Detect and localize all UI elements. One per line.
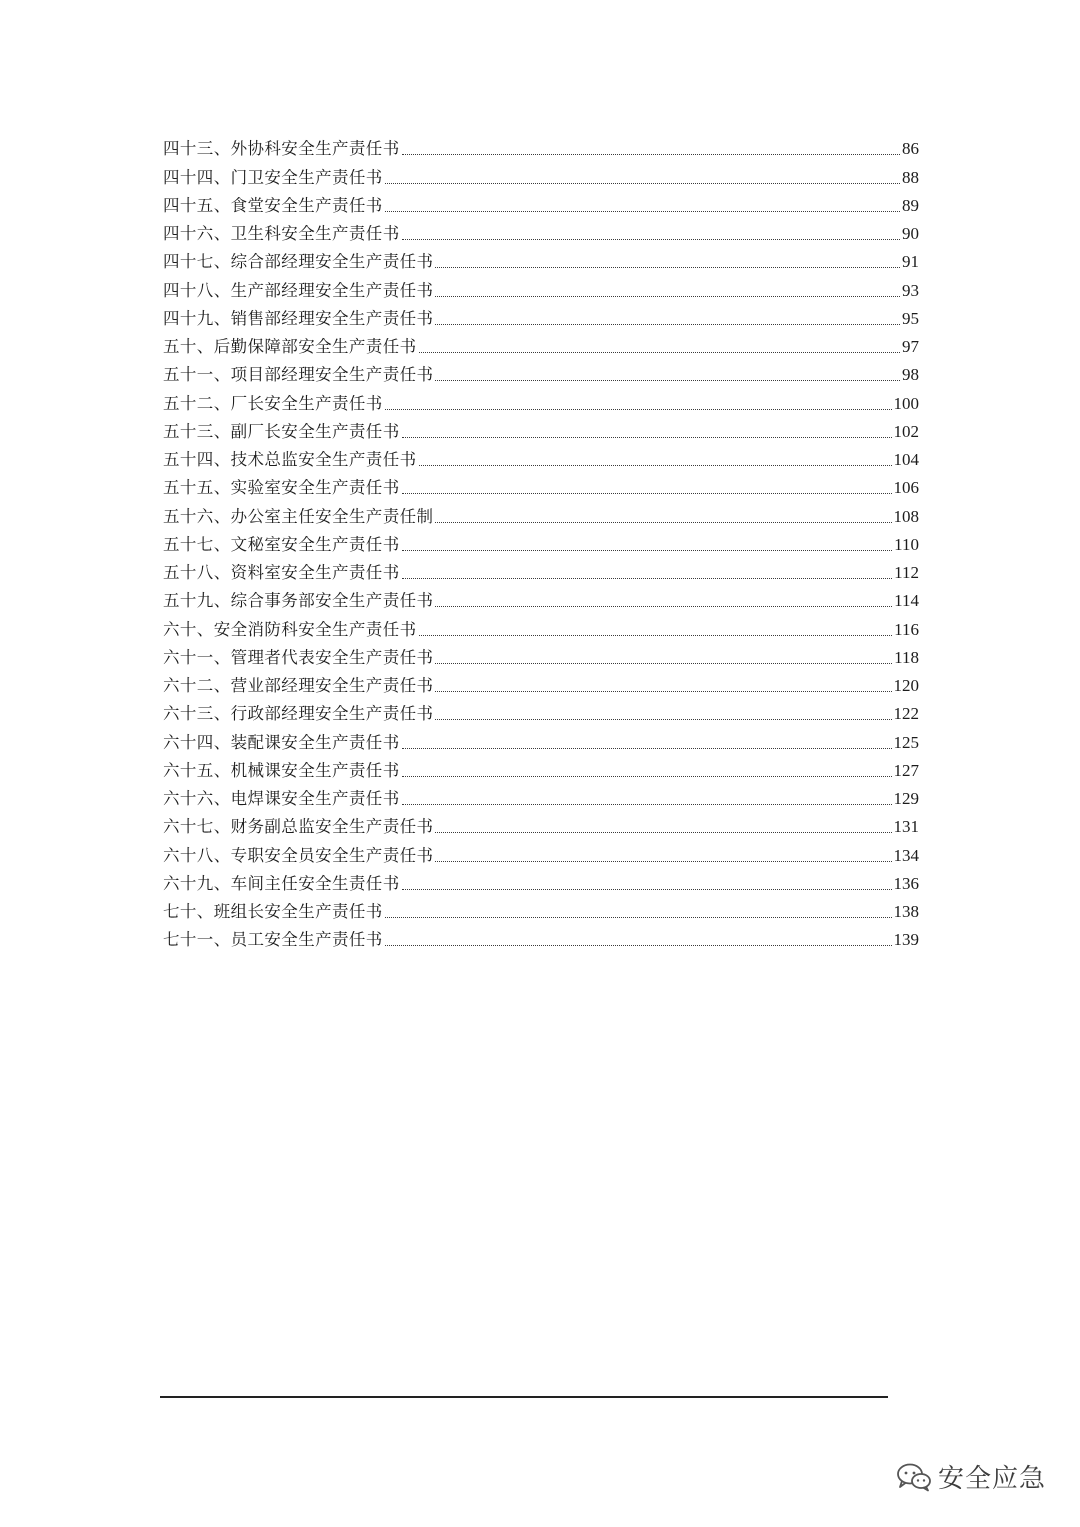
dot-leader — [419, 352, 901, 353]
toc-entry-page-number: 91 — [902, 252, 919, 272]
dot-leader — [435, 324, 900, 325]
dot-leader — [402, 776, 892, 777]
toc-entry-page-number: 93 — [902, 280, 919, 300]
toc-entry — [163, 498, 919, 526]
toc-entry-page-number: 125 — [893, 732, 919, 752]
dot-leader — [402, 578, 893, 579]
toc-entry — [163, 753, 919, 781]
toc-entry-title: 五十二、厂长安全生产责任书 — [163, 393, 383, 413]
footer-divider — [160, 1396, 888, 1398]
dot-leader — [402, 154, 900, 155]
toc-entry-title: 四十六、卫生科安全生产责任书 — [163, 224, 400, 243]
toc-entry — [163, 922, 919, 950]
watermark-text: 安全应急 — [938, 1464, 1047, 1494]
dot-leader — [435, 861, 891, 862]
toc-entry-page-number: 112 — [894, 563, 919, 582]
toc-entry-page-number: 97 — [902, 337, 919, 356]
toc-entry-title: 六十、安全消防科安全生产责任书 — [163, 619, 417, 639]
toc-entry — [163, 188, 919, 216]
toc-entry-title: 五十九、综合事务部安全生产责任书 — [163, 591, 434, 611]
toc-entry-title: 六十二、营业部经理安全生产责任书 — [163, 676, 434, 695]
toc-entry-title: 六十八、专职安全员安全生产责任书 — [163, 845, 434, 865]
toc-entry — [163, 357, 919, 385]
toc-entry-title: 四十八、生产部经理安全生产责任书 — [163, 280, 434, 300]
toc-entry-title: 六十四、装配课安全生产责任书 — [163, 732, 400, 752]
toc-entry-page-number: 104 — [893, 450, 919, 469]
toc-entry-page-number: 134 — [893, 845, 919, 865]
dot-leader — [435, 522, 891, 523]
toc-entry-title: 六十七、财务副总监安全生产责任书 — [163, 817, 434, 837]
toc-entry-page-number: 120 — [893, 676, 919, 695]
toc-entry-title: 七十、班组长安全生产责任书 — [163, 902, 383, 921]
toc-entry-page-number: 129 — [893, 789, 919, 808]
dot-leader — [385, 945, 892, 946]
toc-entry-page-number: 122 — [893, 704, 919, 724]
dot-leader — [435, 267, 900, 268]
toc-entry-title: 四十四、门卫安全生产责任书 — [163, 167, 383, 187]
toc-entry — [163, 216, 919, 244]
toc-entry-title: 五十七、文秘室安全生产责任书 — [163, 534, 400, 554]
toc-entry-page-number: 90 — [902, 224, 919, 243]
toc-entry-title: 五十一、项目部经理安全生产责任书 — [163, 365, 434, 385]
dot-leader — [402, 804, 892, 805]
toc-entry-title: 五十四、技术总监安全生产责任书 — [163, 450, 417, 469]
toc-entry-page-number: 131 — [893, 817, 919, 837]
toc-entry-title: 七十一、员工安全生产责任书 — [163, 930, 383, 950]
dot-leader — [419, 635, 893, 636]
toc-entry — [163, 414, 919, 442]
toc-entry — [163, 131, 919, 159]
toc-entry — [163, 329, 919, 357]
toc-entry-page-number: 102 — [893, 421, 919, 441]
toc-entry — [163, 244, 919, 272]
toc-entry — [163, 159, 919, 187]
toc-entry-page-number: 138 — [893, 902, 919, 921]
dot-leader — [435, 380, 900, 381]
toc-entry-title: 六十六、电焊课安全生产责任书 — [163, 789, 400, 808]
toc-entry-title: 六十一、管理者代表安全生产责任书 — [163, 647, 434, 667]
toc-entry-page-number: 110 — [894, 534, 919, 554]
toc-entry — [163, 583, 919, 611]
dot-leader — [385, 183, 900, 184]
dot-leader — [435, 691, 891, 692]
toc-entry-page-number: 86 — [902, 139, 919, 159]
toc-entry — [163, 442, 919, 470]
dot-leader — [435, 719, 891, 720]
toc-entry-title: 四十三、外协科安全生产责任书 — [163, 139, 400, 159]
toc-entry — [163, 301, 919, 329]
toc-entry-page-number: 98 — [902, 365, 919, 385]
dot-leader — [385, 917, 892, 918]
dot-leader — [385, 211, 900, 212]
toc-entry-page-number: 139 — [893, 930, 919, 950]
toc-entry-page-number: 106 — [893, 478, 919, 498]
toc-entry — [163, 866, 919, 894]
toc-entry-title: 六十九、车间主任安全生责任书 — [163, 873, 400, 893]
dot-leader — [402, 493, 892, 494]
toc-entry — [163, 696, 919, 724]
dot-leader — [402, 437, 892, 438]
toc-entry-title: 五十三、副厂长安全生产责任书 — [163, 421, 400, 441]
table-of-contents — [163, 131, 919, 950]
toc-entry-page-number: 114 — [894, 591, 919, 611]
dot-leader — [385, 409, 892, 410]
toc-entry-title: 四十七、综合部经理安全生产责任书 — [163, 252, 434, 272]
toc-entry — [163, 894, 919, 922]
toc-entry-page-number: 127 — [893, 760, 919, 780]
toc-entry-title: 五十五、实验室安全生产责任书 — [163, 478, 400, 498]
toc-entry-page-number: 136 — [893, 873, 919, 893]
dot-leader — [402, 550, 893, 551]
dot-leader — [402, 748, 892, 749]
dot-leader — [419, 465, 892, 466]
toc-entry-page-number: 116 — [894, 619, 919, 639]
toc-entry-page-number: 118 — [894, 647, 919, 667]
toc-entry — [163, 555, 919, 583]
watermark — [896, 1458, 1046, 1495]
toc-entry-title: 六十三、行政部经理安全生产责任书 — [163, 704, 434, 724]
dot-leader — [435, 663, 892, 664]
toc-entry — [163, 385, 919, 413]
dot-leader — [435, 832, 891, 833]
toc-entry — [163, 640, 919, 668]
wechat-icon — [896, 1462, 932, 1492]
toc-entry — [163, 527, 919, 555]
toc-entry-title: 五十、后勤保障部安全生产责任书 — [163, 337, 417, 356]
toc-entry — [163, 611, 919, 639]
toc-entry-title: 四十五、食堂安全生产责任书 — [163, 195, 383, 215]
dot-leader — [402, 239, 900, 240]
toc-entry-title: 五十六、办公室主任安全生产责任制 — [163, 506, 434, 526]
toc-entry — [163, 470, 919, 498]
toc-entry — [163, 781, 919, 809]
toc-entry — [163, 809, 919, 837]
toc-entry-page-number: 95 — [902, 308, 919, 328]
toc-entry-page-number: 108 — [893, 506, 919, 526]
toc-entry-page-number: 100 — [893, 393, 919, 413]
toc-entry-page-number: 89 — [902, 195, 919, 215]
toc-entry-page-number: 88 — [902, 167, 919, 187]
toc-entry — [163, 668, 919, 696]
dot-leader — [435, 606, 892, 607]
dot-leader — [435, 296, 900, 297]
toc-entry-title: 四十九、销售部经理安全生产责任书 — [163, 308, 434, 328]
toc-entry — [163, 272, 919, 300]
toc-entry — [163, 837, 919, 865]
dot-leader — [402, 889, 892, 890]
toc-entry — [163, 724, 919, 752]
toc-entry-title: 五十八、资料室安全生产责任书 — [163, 563, 400, 582]
toc-entry-title: 六十五、机械课安全生产责任书 — [163, 760, 400, 780]
